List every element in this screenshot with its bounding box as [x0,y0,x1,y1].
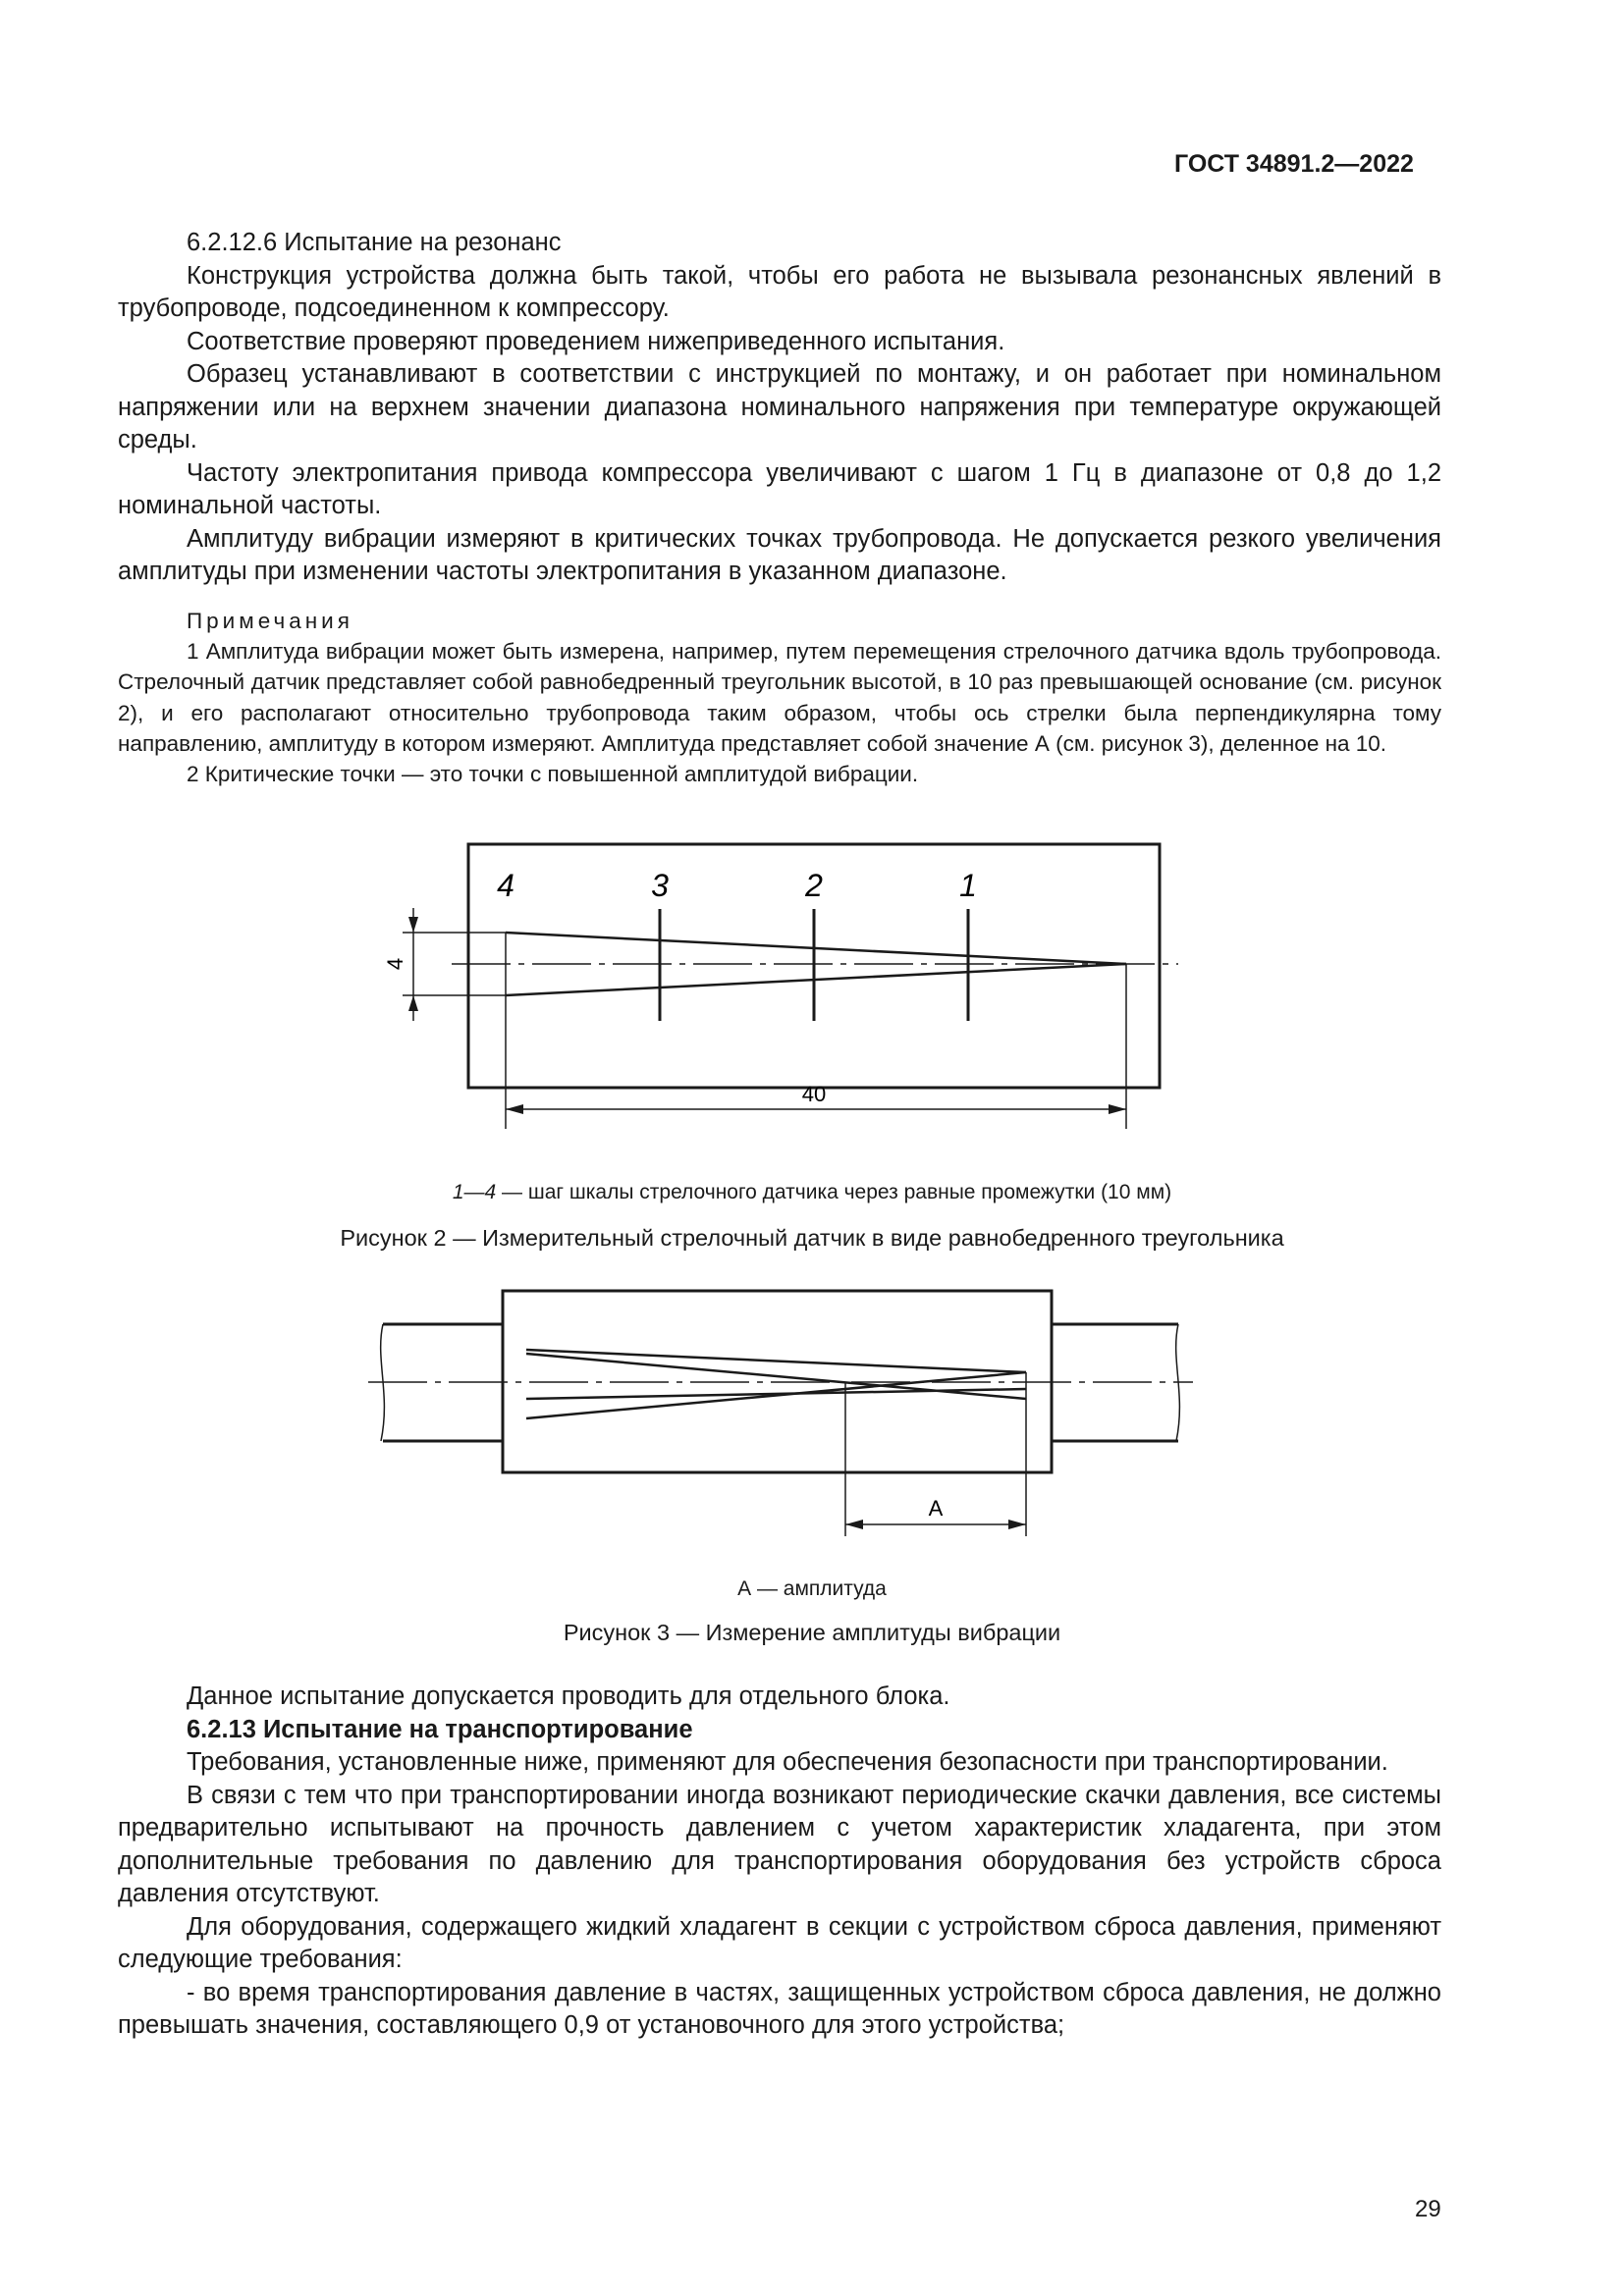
scale-label-2: 2 [805,868,823,903]
note-item: 1 Амплитуда вибрации может быть измерена, например, путем перемещения стрелочного датчика вдоль трубопровода. Стрелочный датчик представляет собой равнобедренный треугольник высотой, в 10 раз превышающей основание (см. рисунок 2), и его располагают относительно трубопровода таким образом, чтобы ось стрелки была перпендикулярна тому направлению, амплитуду в котором измеряют. Амплитуда представляет собой значение А (см. рисунок 3), деленное на 10. [118,639,1441,756]
paragraph: Для оборудования, содержащего жидкий хладагент в секции с устройством сброса давления, применяют следующие требования: [118,1912,1441,1973]
figure-2-caption: Рисунок 2 — Измерительный стрелочный датчик в виде равнобедренного треугольника [340,1225,1284,1251]
section-heading: 6.2.12.6 Испытание на резонанс [187,229,562,256]
page-number: 29 [1415,2196,1441,2222]
document-code: ГОСТ 34891.2—2022 [1174,150,1414,178]
dim-label-length: 40 [801,1082,827,1106]
dim-label-height: 4 [383,957,407,971]
section-heading: 6.2.13 Испытание на транспортирование [187,1715,693,1743]
dim-arrow [1109,1104,1126,1114]
paragraph: Образец устанавливают в соответствии с инструкцией по монтажу, и он работает при номинальном напряжении или на верхнем значении диапазона номинального напряжения при температуре окружающей среды. [118,360,1441,454]
paragraph: Данное испытание допускается проводить для отдельного блока. [187,1682,950,1710]
note-item: 2 Критические точки — это точки с повышенной амплитудой вибрации. [187,762,919,787]
scale-label-4: 4 [497,868,514,903]
notes-title: Примечания [187,609,353,633]
legend-range: 1—4 [452,1181,497,1203]
paragraph: Амплитуду вибрации измеряют в критических точках трубопровода. Не допускается резкого увеличения амплитуды при изменении частоты электропитания в указанном диапазоне. [118,524,1441,585]
figure-2-legend [0,1181,1624,1204]
dim-arrow [408,917,418,933]
legend-text: — шаг шкалы стрелочного датчика через равные промежутки (10 мм) [496,1181,1172,1203]
figure-2-pointer-gauge [0,825,1624,1148]
paragraph: Конструкция устройства должна быть такой, чтобы его работа не вызывала резонансных явлений в трубопроводе, подсоединенном к компрессору. [118,261,1441,322]
figure-3-legend: А — амплитуда [737,1577,887,1600]
figure-3-amplitude-measurement [0,1276,1624,1571]
dim-arrow [408,995,418,1011]
section-resonance [118,227,1441,589]
section-transport [118,1681,1441,2043]
dim-arrow [845,1520,863,1529]
paragraph: Соответствие проверяют проведением нижеприведенного испытания. [187,327,1005,355]
scale-label-1: 1 [959,868,977,903]
list-item: - во время транспортирования давление в частях, защищенных устройством сброса давления, не должно превышать значения, составляющего 0,9 от установочного для этого устройства; [118,1978,1441,2039]
triangle-2-lower [526,1389,1026,1399]
scale-label-3: 3 [651,868,669,903]
paragraph: В связи с тем что при транспортировании иногда возникают периодические скачки давления, все системы предварительно испытывают на прочность давлением с учетом характеристик хладагента, при этом дополнительные требования по давлению для транспортирования оборудования без устройств сброса давления отсутствуют. [118,1781,1441,1907]
paragraph: Частоту электропитания привода компрессора увеличивают с шагом 1 Гц в диапазоне от 0,8 до 1,2 номинальной частоты. [118,458,1441,519]
figure-3-caption: Рисунок 3 — Измерение амплитуды вибрации [563,1620,1061,1645]
dim-label-amplitude: А [928,1496,944,1521]
notes-block [118,606,1441,789]
paragraph: Требования, установленные ниже, применяют для обеспечения безопасности при транспортировании. [187,1748,1388,1776]
triangle-1-lower [526,1372,1026,1418]
triangle-upper-side [506,933,1126,964]
triangle-lower-side [506,964,1126,995]
dim-arrow [506,1104,523,1114]
dim-arrow [1008,1520,1026,1529]
